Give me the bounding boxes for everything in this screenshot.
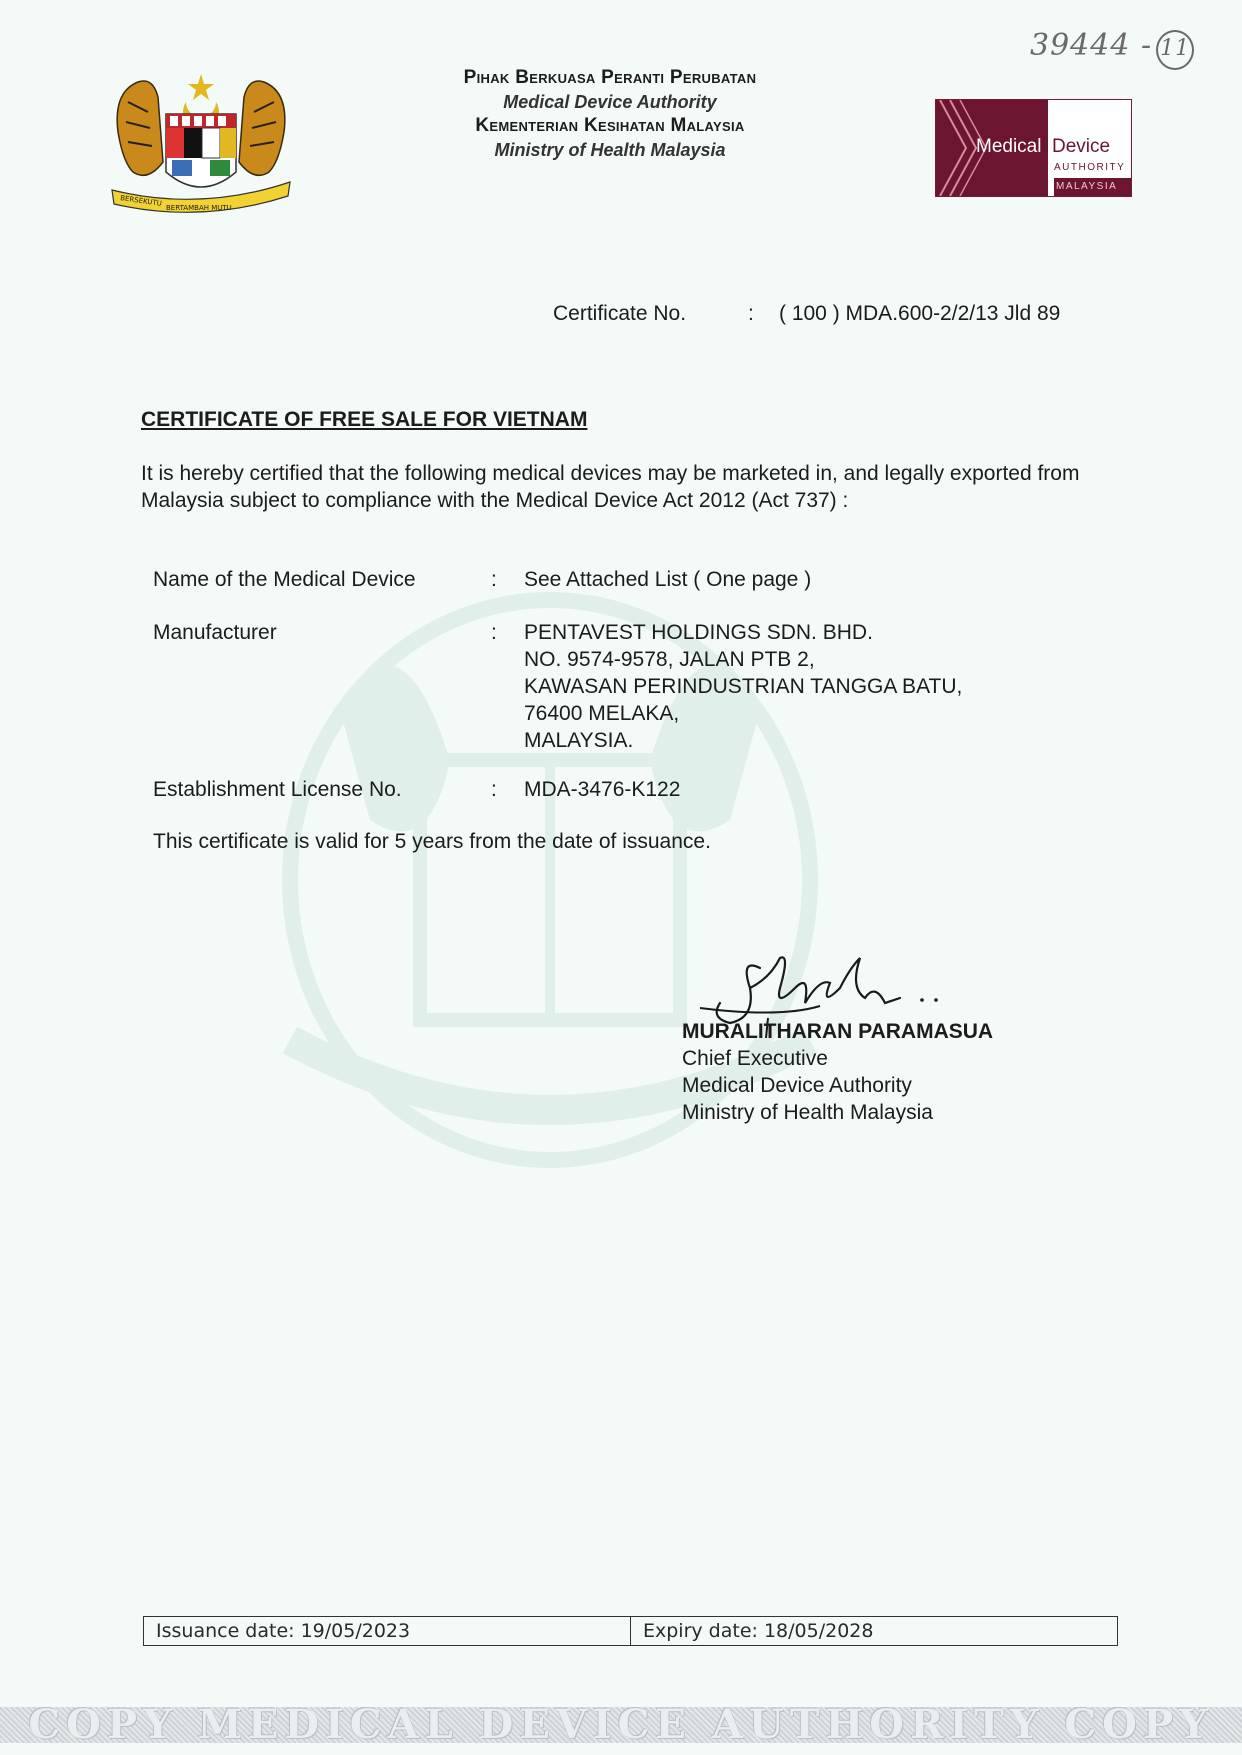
security-footer-text: COPY MEDICAL DEVICE AUTHORITY COPY <box>28 1707 1214 1743</box>
malaysia-coat-of-arms <box>108 72 294 222</box>
certificate-title: CERTIFICATE OF FREE SALE FOR VIETNAM <box>141 408 588 431</box>
expiry-date: Expiry date: 18/05/2028 <box>643 1620 874 1642</box>
license-label: Establishment License No. <box>153 778 402 801</box>
certificate-number-value: ( 100 ) MDA.600-2/2/13 Jld 89 <box>779 302 1061 325</box>
device-name-value: See Attached List ( One page ) <box>524 568 812 591</box>
manufacturer-line: 76400 MELAKA, <box>524 702 680 725</box>
crest-ribbon-bottom: BERTAMBAH MUTU <box>166 204 232 212</box>
certificate-number-colon: : <box>748 302 754 325</box>
handwritten-reference <box>1030 28 1194 70</box>
header-malay-ministry: Kementerian Kesihatan Malaysia <box>475 115 745 136</box>
security-footer-band <box>0 1707 1242 1743</box>
certificate-intro: It is hereby certified that the following medical devices may be marketed in, and legally exported from Malaysia subject to compliance with the Medical Device Act 2012 (Act 737) : <box>141 462 1080 512</box>
device-name-label: Name of the Medical Device <box>153 568 416 591</box>
header-english-authority: Medical Device Authority <box>503 92 717 112</box>
mda-logo-word-malaysia: MALAYSIA <box>1054 178 1132 196</box>
certificate-number-label: Certificate No. <box>553 302 687 325</box>
license-value: MDA-3476-K122 <box>524 778 681 801</box>
header-english-ministry: Ministry of Health Malaysia <box>494 140 726 160</box>
mda-logo-word-medical: Medical <box>976 136 1042 157</box>
manufacturer-line: NO. 9574-9578, JALAN PTB 2, <box>524 648 815 671</box>
issuer-header <box>380 66 840 162</box>
mda-logo-word-authority: AUTHORITY <box>1054 162 1126 173</box>
signatory-ministry: Ministry of Health Malaysia <box>682 1101 933 1124</box>
signatory-block <box>682 1018 993 1126</box>
manufacturer-address <box>524 619 962 754</box>
signatory-title: Chief Executive <box>682 1047 828 1070</box>
manufacturer-colon: : <box>491 621 497 644</box>
mda-logo-word-device: Device <box>1052 136 1111 157</box>
issuance-date: Issuance date: 19/05/2023 <box>144 1617 631 1645</box>
header-malay-authority: Pihak Berkuasa Peranti Perubatan <box>463 67 757 88</box>
validity-statement: This certificate is valid for 5 years from the date of issuance. <box>153 830 711 853</box>
mda-logo <box>935 99 1132 197</box>
handwritten-number: 39444 - <box>1030 28 1153 63</box>
manufacturer-label: Manufacturer <box>153 621 277 644</box>
crest-ribbon-left: BERSEKUTU <box>119 194 163 208</box>
device-name-colon: : <box>491 568 497 591</box>
signatory-organization: Medical Device Authority <box>682 1074 912 1097</box>
manufacturer-line: MALAYSIA. <box>524 729 634 752</box>
validity-dates-table <box>143 1616 1118 1646</box>
manufacturer-line: KAWASAN PERINDUSTRIAN TANGGA BATU, <box>524 675 963 698</box>
handwritten-circled-number: 11 <box>1156 30 1194 70</box>
signatory-name: MURALITHARAN PARAMASUA <box>682 1020 994 1043</box>
manufacturer-line: PENTAVEST HOLDINGS SDN. BHD. <box>524 621 873 644</box>
license-colon: : <box>491 778 497 801</box>
